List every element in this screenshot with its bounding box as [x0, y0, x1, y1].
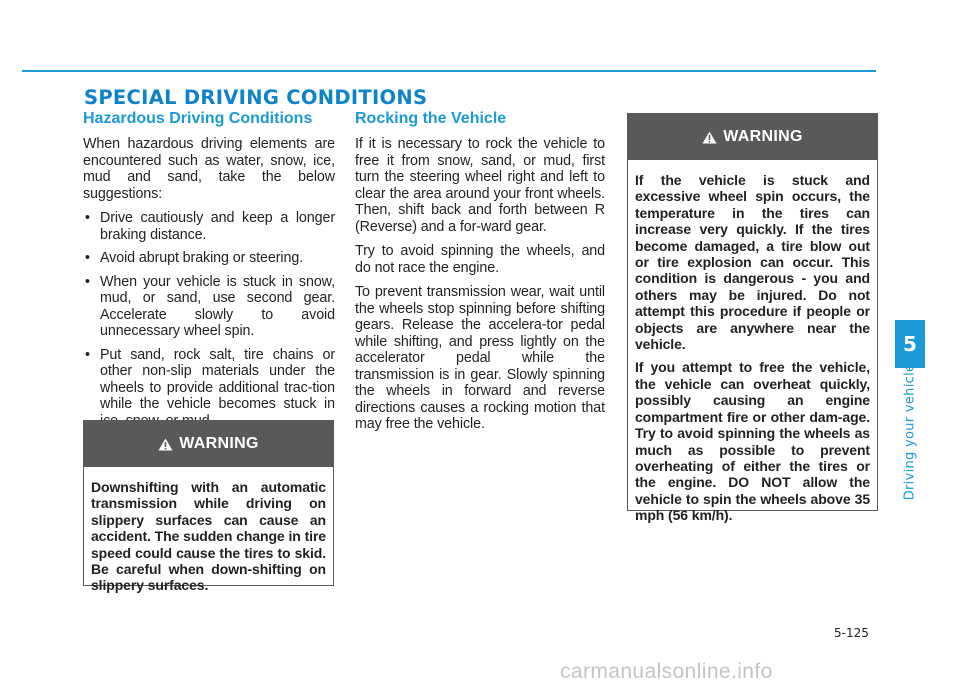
bullet-text: When your vehicle is stuck in snow, mud, or sand, use second gear. Accelerate slowly to avoid unnecessary wheel spin.: [100, 273, 335, 339]
hazardous-intro: When hazardous driving elements are encountered such as water, snow, ice, mud and sand, take the below suggestions:: [83, 136, 335, 202]
warning-box-downshifting: [83, 420, 334, 594]
bullet-dot: •: [85, 346, 90, 363]
bullet-item: [83, 210, 335, 243]
bullet-dot: •: [85, 210, 90, 226]
warning-header: [628, 114, 877, 160]
warning-body: [628, 160, 877, 524]
bullet-item: [83, 250, 335, 267]
bullet-text: Drive cautiously and keep a longer braking distance.: [100, 210, 335, 243]
warning-paragraph: If the vehicle is stuck and excessive wheel spin occurs, the temperature in the tires can increase very quickly. If the tires become damaged, a tire blow out or tire explosion can occur. This condition is dangerous - you and others may be injured. Do not attempt this procedure if people or objects are anywhere near the vehicle.: [635, 172, 870, 353]
page-number: 5-125: [834, 626, 869, 640]
warning-title: WARNING: [179, 435, 259, 452]
bullet-dot: •: [85, 250, 90, 266]
bullet-text: Avoid abrupt braking or steering.: [100, 250, 304, 266]
warning-header: [84, 421, 333, 467]
chapter-label: Driving your vehicle: [902, 363, 918, 501]
chapter-number-tab: 5: [895, 320, 925, 368]
section-title: SPECIAL DRIVING CONDITIONS: [84, 86, 428, 109]
warning-triangle-icon: [702, 131, 717, 144]
warning-text: Downshifting with an automatic transmission while driving on slippery surfaces can cause an accident. The sudden change in tire speed could cause the tires to skid. Be careful when down-shifting on slippery surfaces.: [91, 479, 326, 594]
hazardous-bullet-list: [83, 210, 335, 429]
warning-triangle-icon: [158, 438, 173, 451]
heading-hazardous-driving: Hazardous Driving Conditions: [83, 110, 313, 127]
top-rule: [22, 70, 876, 72]
warning-body: [84, 467, 333, 594]
rocking-paragraph: Try to avoid spinning the wheels, and do not race the engine.: [355, 243, 605, 276]
warning-title: WARNING: [723, 128, 803, 145]
bullet-item: [83, 347, 335, 430]
bullet-item: [83, 274, 335, 340]
footer-watermark: carmanualsonline.info: [560, 660, 773, 683]
warning-paragraph: If you attempt to free the vehicle, the vehicle can overheat quickly, possibly causing an engine compartment fire or other dam-age. Try to avoid spinning the wheels as much as possible to prevent overheating of either the tires or the engine. DO NOT allow the vehicle to spin the wheels above 35 mph (56 km/h).: [635, 359, 870, 524]
rocking-paragraph: To prevent transmission wear, wait until the wheels stop spinning before shifting gears. Release the accelera-tor pedal while shifting, and press lightly on the accelerator pedal while the transmission is in gear. Slowly spinning the wheels in forward and reverse directions causes a rocking motion that may free the vehicle.: [355, 284, 605, 432]
column-rocking: [355, 110, 605, 441]
warning-box-wheel-spin: [627, 113, 878, 524]
rocking-paragraph: If it is necessary to rock the vehicle to free it from snow, sand, or mud, first turn the steering wheel right and left to clear the area around your front wheels. Then, shift back and forth between R (Reverse) and a for-ward gear.: [355, 136, 605, 235]
column-hazardous: [83, 110, 335, 436]
bullet-dot: •: [85, 273, 90, 290]
bullet-text: Put sand, rock salt, tire chains or other non-slip materials under the wheels to provide additional trac-tion while the vehicle becomes stuck in: [100, 346, 335, 412]
heading-rocking-vehicle: Rocking the Vehicle: [355, 110, 507, 127]
